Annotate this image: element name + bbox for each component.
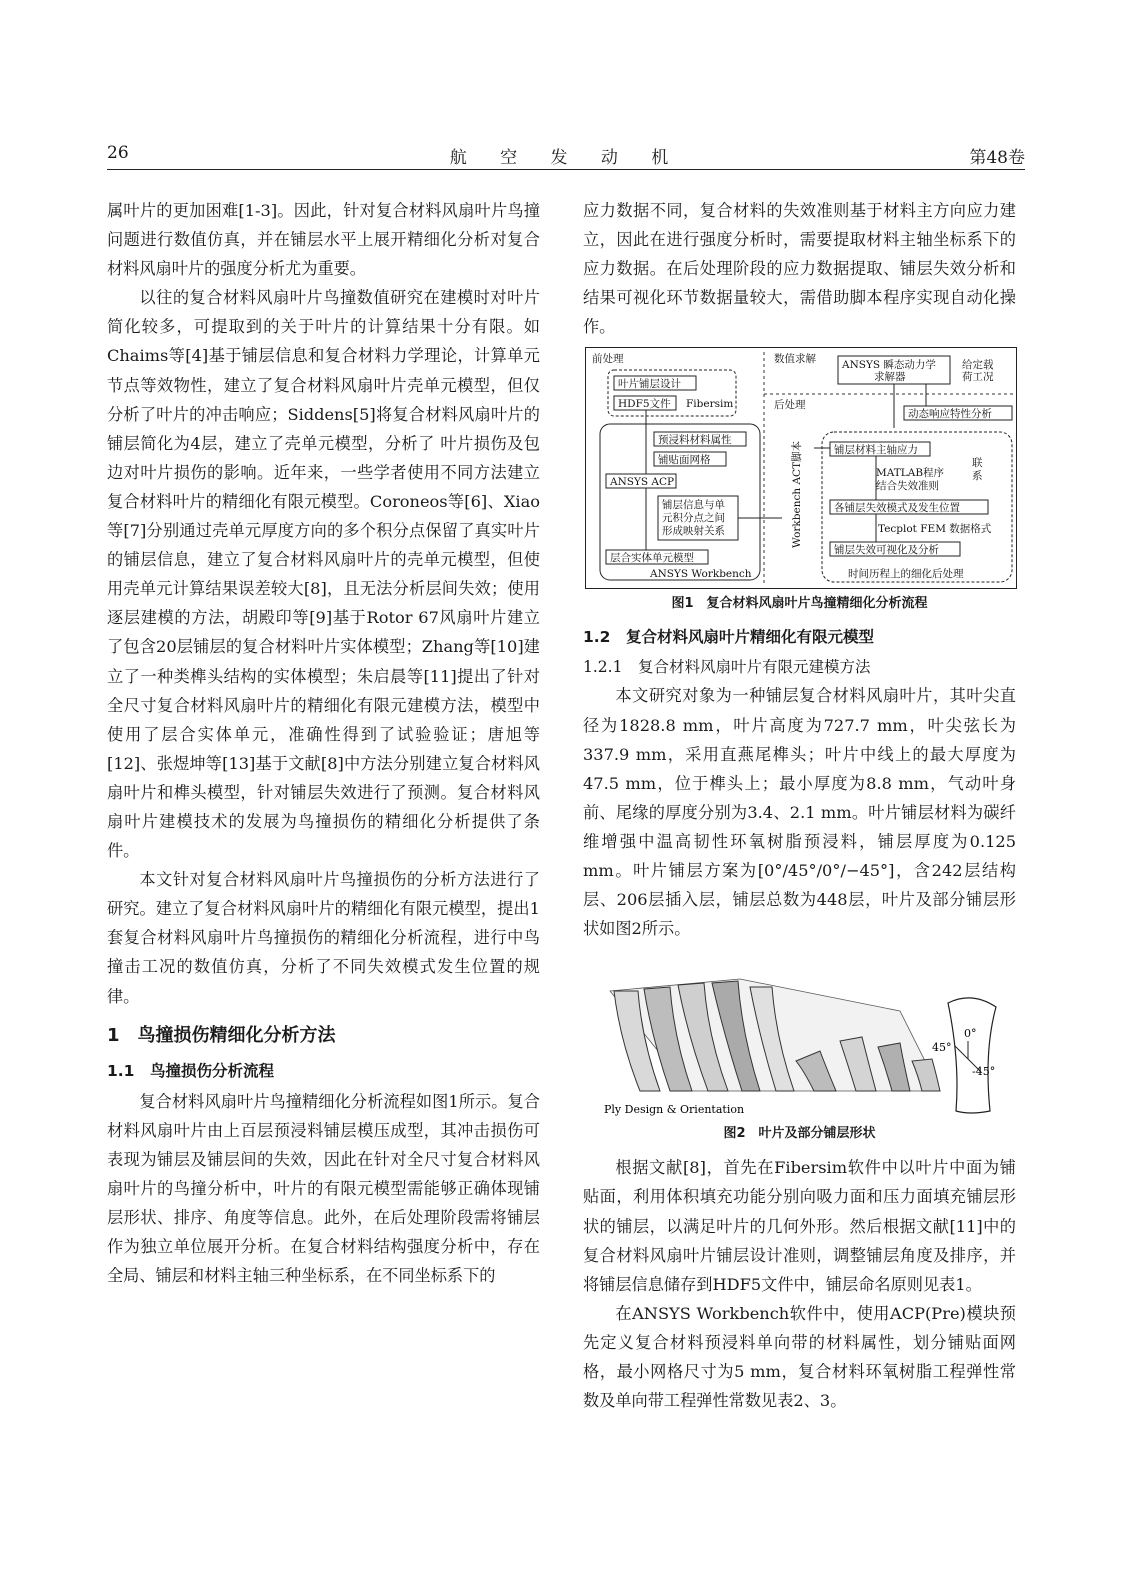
paragraph: 本文研究对象为一种铺层复合材料风扇叶片，其叶尖直径为1828.8 mm，叶片高度为727.7 mm，叶尖弦长为337.9 mm，采用直燕尾榫头；叶片中线上的最大厚度为47.5 mm，位于榫头上；最小厚度为8.8 mm，气动叶身前、尾缘的厚度分别为3.4、2.1 mm。叶片铺层材料为碳纤维增强中温高韧性环氧树脂预浸料，铺层厚度为0.125 mm。叶片铺层方案为[0°/45°/0°/−45°]，含242层结构层、206层插入层，铺层总数为448层，叶片及部分铺层形状如图2所示。: [583, 686, 1016, 939]
volume-label: 第48卷: [969, 148, 1025, 168]
load-line-2: 荷工况: [962, 371, 994, 384]
acp-box: ANSYS ACP: [610, 476, 675, 489]
subsubsection-heading: 1.2.1 复合材料风扇叶片有限元建模方法: [583, 658, 871, 677]
solid-model-box: 层合实体单元模型: [610, 552, 694, 565]
act-script-label: Workbench ACT脚本: [791, 441, 803, 549]
link-line-1: 联: [972, 457, 983, 470]
post-label: 后处理: [774, 399, 806, 412]
link-line-2: 系: [972, 470, 983, 483]
journal-title: 航 空 发 动 机: [449, 148, 683, 168]
tecplot-label: Tecplot FEM 数据格式: [878, 523, 992, 536]
solver-line-2: 求解器: [874, 371, 906, 384]
prepreg-box: 预浸料材料属性: [658, 434, 732, 447]
solver-line-1: ANSYS 瞬态动力学: [842, 359, 936, 372]
section-heading: 1 鸟撞损伤精细化分析方法: [107, 1024, 336, 1046]
paragraph: 应力数据不同，复合材料的失效准则基于材料主方向应力建立，因此在进行强度分析时，需要提取材料主轴坐标系下的应力数据。在后处理阶段的应力数据提取、铺层失效分析和结果可视化环节数据量较大，需借助脚本程序实现自动化操作。: [583, 201, 1016, 337]
pre-label: 前处理: [592, 353, 624, 366]
workbench-label: ANSYS Workbench: [650, 568, 752, 581]
left-column: [107, 196, 540, 1290]
timeline-label: 时间历程上的细化后处理: [848, 568, 964, 581]
figure-1-flowchart: [585, 347, 1017, 589]
stress-box: 铺层材料主轴应力: [834, 444, 918, 457]
mesh-box: 铺贴面网格: [658, 454, 711, 467]
failure-position-box: 各铺层失效模式及发生位置: [834, 502, 960, 515]
angle-45-label: 45°: [931, 1041, 951, 1055]
mapping-line-1: 铺层信息与单: [662, 499, 725, 512]
mapping-line-3: 形成映射关系: [662, 525, 725, 538]
paragraph: 本文针对复合材料风扇叶片鸟撞损伤的分析方法进行了研究。建立了复合材料风扇叶片的精细化有限元模型，提出1套复合材料风扇叶片鸟撞损伤的精细化分析流程，进行中鸟撞击工况的数值仿真，分析了不同失效模式发生位置的规律。: [107, 870, 540, 1006]
paragraph: 属叶片的更加困难[1-3]。因此，针对复合材料风扇叶片鸟撞问题进行数值仿真，并在铺层水平上展开精细化分析对复合材料风扇叶片的强度分析尤为重要。: [107, 201, 540, 279]
paragraph: 根据文献[8]，首先在Fibersim软件中以叶片中面为铺贴面，利用体积填充功能分别向吸力面和压力面填充铺层形状的铺层，以满足叶片的几何外形。然后根据文献[11]中的复合材料风扇叶片铺层设计准则，调整铺层角度及排序，并将铺层信息储存到HDF5文件中，铺层命名原则见表1。: [583, 1158, 1016, 1294]
fibersim-label: Fibersim: [686, 398, 734, 411]
ply-design-box: 叶片铺层设计: [618, 378, 681, 391]
angle-0-label: 0°: [963, 1027, 976, 1041]
hdf5-box: HDF5文件: [618, 398, 671, 411]
dynamic-response-box: 动态响应特性分析: [908, 408, 992, 421]
right-column: [583, 196, 1016, 1415]
paragraph: 复合材料风扇叶片鸟撞精细化分析流程如图1所示。复合材料风扇叶片由上百层预浸料铺层模压成型，其冲击损伤可表现为铺层及铺层间的失效，因此在针对全尺寸复合材料风扇叶片的鸟撞分析中，叶片的有限元模型需能够正确体现铺层形状、排序、角度等信息。此外，在后处理阶段需将铺层作为独立单位展开分析。在复合材料结构强度分析中，存在全局、铺层和材料主轴三种坐标系，在不同坐标系下的: [107, 1091, 540, 1286]
paragraph: 在ANSYS Workbench软件中，使用ACP(Pre)模块预先定义复合材料预浸料单向带的材料属性，划分铺贴面网格，最小网格尺寸为5 mm，复合材料环氧树脂工程弹性常数及单向带工程弹性常数见表2、3。: [583, 1303, 1016, 1411]
subsection-heading: 1.2 复合材料风扇叶片精细化有限元模型: [583, 628, 874, 647]
matlab-line-2: 结合失效准则: [876, 480, 939, 493]
subsection-heading: 1.1 鸟撞损伤分析流程: [107, 1061, 274, 1080]
mapping-line-2: 元积分点之间: [662, 512, 725, 525]
visualization-box: 铺层失效可视化及分析: [834, 544, 939, 557]
ply-design-label: Ply Design & Orientation: [603, 1103, 744, 1117]
figure-2-ply-shapes: [600, 951, 1000, 1119]
figure-2-caption: 图2 叶片及部分铺层形状: [723, 1126, 876, 1142]
load-line-1: 给定载: [962, 359, 994, 372]
solve-label: 数值求解: [774, 353, 816, 366]
figure-1-caption: 图1 复合材料风扇叶片鸟撞精细化分析流程: [671, 596, 928, 612]
page-number: 26: [107, 143, 129, 163]
matlab-line-1: MATLAB程序: [876, 467, 945, 480]
running-header: [107, 143, 1025, 170]
angle-minus45-label: -45°: [971, 1065, 995, 1079]
paragraph: 以往的复合材料风扇叶片鸟撞数值研究在建模时对叶片简化较多，可提取到的关于叶片的计算结果十分有限。如Chaims等[4]基于铺层信息和复合材料力学理论，计算单元节点等效物性，建立了复合材料风扇叶片壳单元模型，但仅分析了叶片的冲击响应；Siddens[5]将复合材料风扇叶片的铺层简化为4层，建立了壳单元模型，分析了 叶片损伤及包边对叶片损伤的影响。近年来，一些学者使用不同方法建立复合材料叶片的精细化有限元模型。Coroneos等[6]、Xiao等[7]分别通过壳单元厚度方向的多个积分点保留了真实叶片的铺层信息，建立了复合材料风扇叶片的壳单元模型，但使用壳单元计算结果误差较大[8]，且无法分析层间失效；使用逐层建模的方法，胡殿印等[9]基于Rotor 67风扇叶片建立了包含20层铺层的复合材料叶片实体模型；Zhang等[10]建立了一种类榫头结构的实体模型；朱启晨等[11]提出了针对全尺寸复合材料风扇叶片的精细化有限元建模方法，模型中使用了层合实体单元，准确性得到了试验验证；唐旭等[12]、张煜坤等[13]基于文献[8]中方法分别建立复合材料风扇叶片和榫头模型，针对铺层失效进行了预测。复合材料风扇叶片建模技术的发展为鸟撞损伤的精细化分析提供了条件。: [107, 288, 540, 861]
